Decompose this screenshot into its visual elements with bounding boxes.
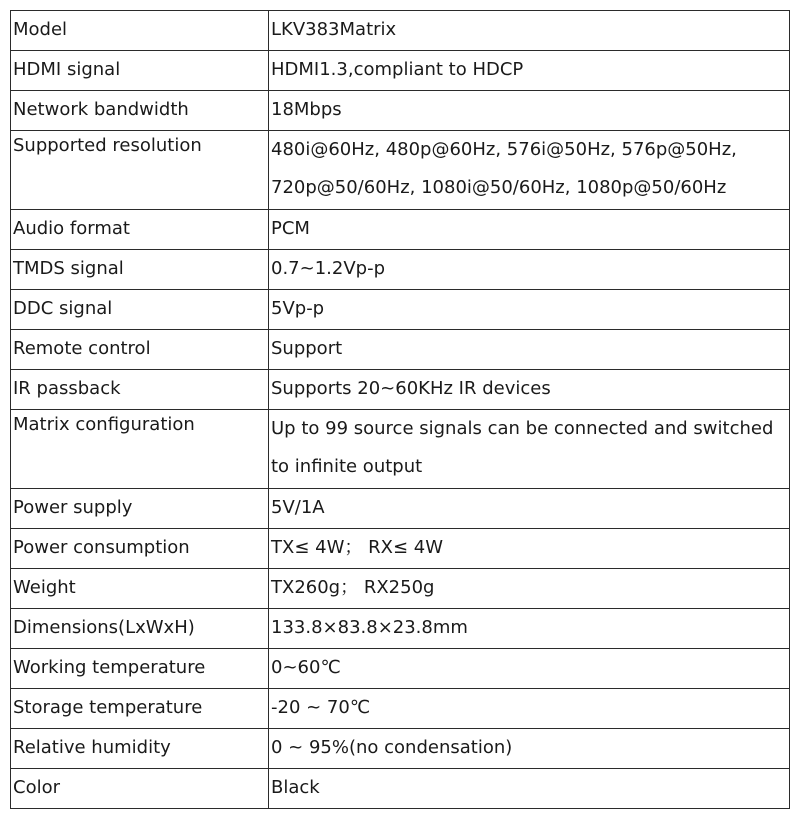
spec-value-ir-passback: Supports 20~60KHz IR devices: [269, 370, 790, 410]
table-row: [11, 370, 790, 410]
spec-value-power-consumption: TX≤ 4W； RX≤ 4W: [269, 529, 790, 569]
spec-label-model: Model: [11, 11, 269, 51]
table-row: [11, 91, 790, 131]
table-row: [11, 489, 790, 529]
spec-value-relative-humidity: 0 ~ 95%(no condensation): [269, 729, 790, 769]
spec-value-matrix-configuration: Up to 99 source signals can be connected and switched to infinite output: [269, 410, 790, 489]
spec-value-storage-temperature: -20 ~ 70℃: [269, 689, 790, 729]
spec-label-color: Color: [11, 769, 269, 809]
spec-label-matrix-configuration: Matrix configuration: [11, 410, 269, 489]
table-row: [11, 290, 790, 330]
spec-label-ddc-signal: DDC signal: [11, 290, 269, 330]
spec-value-network-bandwidth: 18Mbps: [269, 91, 790, 131]
spec-value-dimensions: 133.8×83.8×23.8mm: [269, 609, 790, 649]
spec-label-dimensions: Dimensions(LxWxH): [11, 609, 269, 649]
spec-label-remote-control: Remote control: [11, 330, 269, 370]
spec-label-weight: Weight: [11, 569, 269, 609]
table-row: [11, 410, 790, 489]
spec-value-model: LKV383Matrix: [269, 11, 790, 51]
spec-label-hdmi-signal: HDMI signal: [11, 51, 269, 91]
spec-value-power-supply: 5V/1A: [269, 489, 790, 529]
table-row: [11, 210, 790, 250]
spec-label-relative-humidity: Relative humidity: [11, 729, 269, 769]
spec-value-tmds-signal: 0.7~1.2Vp-p: [269, 250, 790, 290]
table-row: [11, 131, 790, 210]
spec-label-storage-temperature: Storage temperature: [11, 689, 269, 729]
spec-value-audio-format: PCM: [269, 210, 790, 250]
spec-value-working-temperature: 0~60℃: [269, 649, 790, 689]
spec-value-color: Black: [269, 769, 790, 809]
spec-label-network-bandwidth: Network bandwidth: [11, 91, 269, 131]
spec-label-supported-resolution: Supported resolution: [11, 131, 269, 210]
spec-value-supported-resolution: 480i@60Hz, 480p@60Hz, 576i@50Hz, 576p@50Hz, 720p@50/60Hz, 1080i@50/60Hz, 1080p@50/60Hz: [269, 131, 790, 210]
spec-label-power-supply: Power supply: [11, 489, 269, 529]
table-row: [11, 11, 790, 51]
spec-table: [10, 10, 790, 809]
table-row: [11, 250, 790, 290]
spec-value-hdmi-signal: HDMI1.3,compliant to HDCP: [269, 51, 790, 91]
spec-label-ir-passback: IR passback: [11, 370, 269, 410]
spec-label-working-temperature: Working temperature: [11, 649, 269, 689]
spec-value-ddc-signal: 5Vp-p: [269, 290, 790, 330]
table-row: [11, 569, 790, 609]
table-row: [11, 529, 790, 569]
spec-label-audio-format: Audio format: [11, 210, 269, 250]
table-row: [11, 51, 790, 91]
spec-label-tmds-signal: TMDS signal: [11, 250, 269, 290]
table-row: [11, 330, 790, 370]
spec-value-remote-control: Support: [269, 330, 790, 370]
table-row: [11, 689, 790, 729]
spec-label-power-consumption: Power consumption: [11, 529, 269, 569]
table-row: [11, 609, 790, 649]
table-row: [11, 649, 790, 689]
table-row: [11, 729, 790, 769]
spec-value-weight: TX260g； RX250g: [269, 569, 790, 609]
table-row: [11, 769, 790, 809]
